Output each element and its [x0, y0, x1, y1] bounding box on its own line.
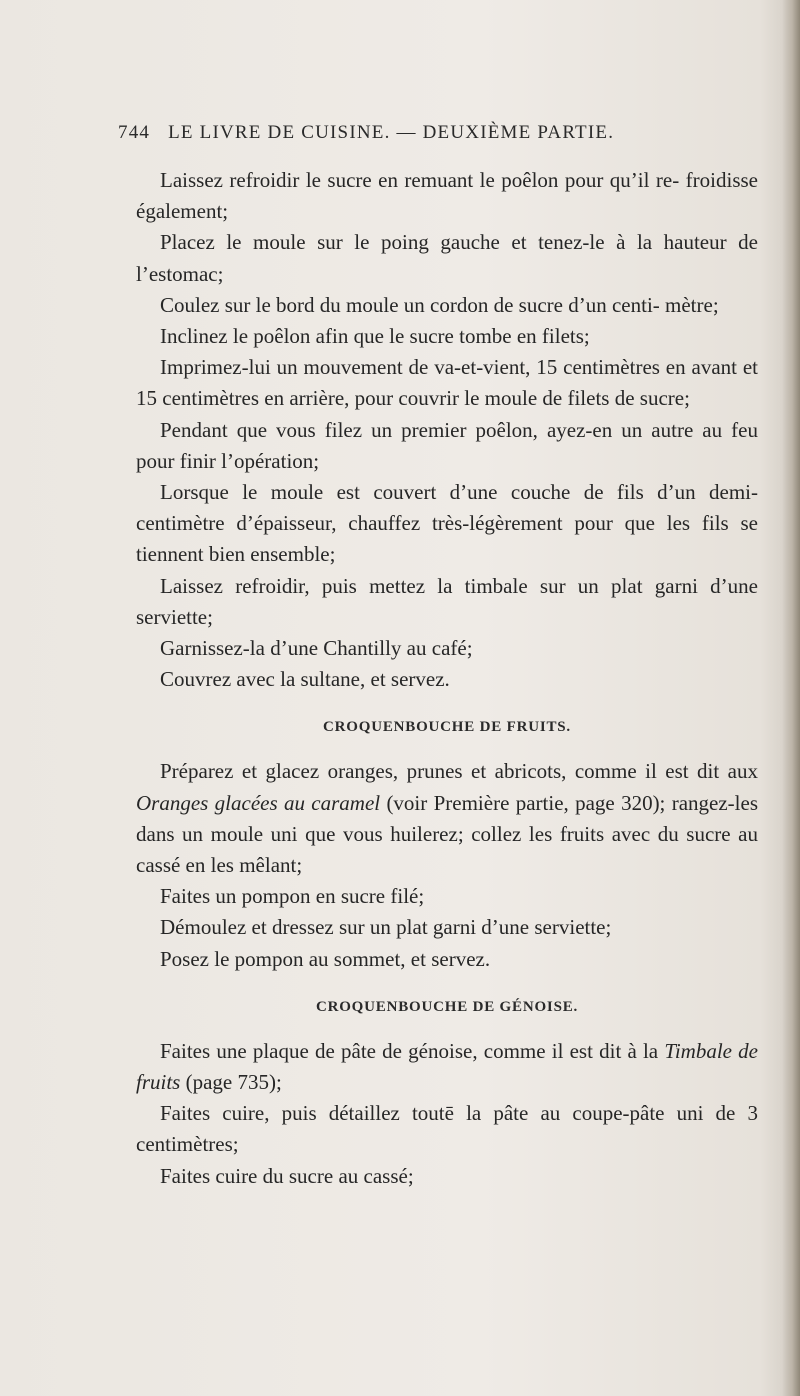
- paragraph: Faites cuire, puis détaillez toutē la pâte au coupe-pâte uni de 3 centimètres;: [136, 1101, 758, 1157]
- text-run: (voir Première partie, page 320); rangez-les dans un moule uni que vous huilerez; collez les fruits avec du sucre au cassé en les mêlant;: [136, 790, 758, 878]
- paragraph: Lorsque le moule est couvert d’une couche de fils d’un demi-centimètre d’épaisseur, chauffez très-légèrement pour que les fils se tiennent bien ensemble;: [136, 480, 758, 567]
- paragraph: [136, 756, 758, 881]
- paragraph: Couvrez avec la sultane, et servez.: [160, 667, 450, 692]
- paragraph: Faites un pompon en sucre filé;: [160, 884, 425, 909]
- paragraph: Inclinez le poêlon afin que le sucre tombe en filets;: [160, 324, 590, 349]
- paragraph: Laissez refroidir, puis mettez la timbale sur un plat garni d’une serviette;: [136, 573, 758, 629]
- paragraph: Imprimez-lui un mouvement de va-et-vient, 15 centimètres en avant et 15 centimètres en arrière, pour couvrir le moule de filets de sucre;: [136, 355, 758, 411]
- paragraph: Posez le pompon au sommet, et servez.: [160, 946, 491, 971]
- paragraph: Pendant que vous filez un premier poêlon, ayez-en un autre au feu pour finir l’opération;: [136, 417, 758, 473]
- page-body: [136, 165, 758, 1192]
- section-heading-fruits: CROQUENBOUCHE DE FRUITS.: [323, 719, 571, 736]
- text-run: (page 735);: [180, 1070, 282, 1095]
- section-timbale-end: [136, 165, 758, 695]
- section-heading-genoise: CROQUENBOUCHE DE GÉNOISE.: [315, 998, 579, 1015]
- recipe-reference: Timbale de fruits: [136, 1038, 758, 1095]
- running-title: LE LIVRE DE CUISINE. — DEUXIÈME PARTIE.: [168, 122, 615, 143]
- paragraph: Coulez sur le bord du moule un cordon de sucre d’un centi- mètre;: [160, 292, 719, 317]
- page-number: 744: [118, 122, 151, 143]
- section-croquenbouche-fruits: [136, 756, 758, 974]
- paragraph: Démoulez et dressez sur un plat garni d’une serviette;: [160, 915, 612, 940]
- paragraph: Garnissez-la d’une Chantilly au café;: [160, 636, 473, 661]
- page-edge-shadow: [782, 0, 800, 1396]
- paragraph: Laissez refroidir le sucre en remuant le poêlon pour qu’il re- froidisse également;: [136, 168, 758, 224]
- running-header: [118, 122, 758, 144]
- paragraph: Faites cuire du sucre au cassé;: [160, 1163, 414, 1188]
- paragraph: [136, 1036, 758, 1098]
- paragraph: Placez le moule sur le poing gauche et tenez-le à la hauteur de l’estomac;: [136, 230, 758, 286]
- text-run: Faites une plaque de pâte de génoise, comme il est dit à la: [160, 1038, 665, 1063]
- recipe-reference: Oranges glacées au caramel: [136, 790, 381, 815]
- text-run: Préparez et glacez oranges, prunes et abricots, comme il est dit aux: [160, 759, 758, 784]
- section-croquenbouche-genoise: [136, 1036, 758, 1192]
